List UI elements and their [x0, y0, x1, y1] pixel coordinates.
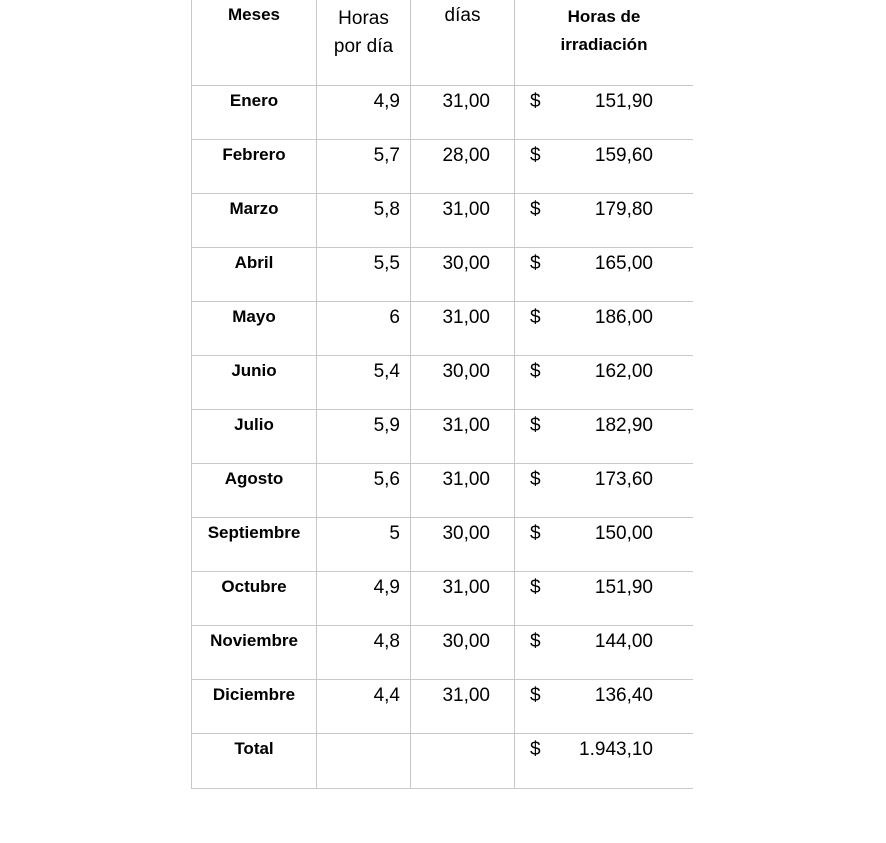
cell-irradiacion [515, 356, 693, 409]
cell-dias [411, 302, 515, 355]
table-row [192, 194, 693, 248]
cell-dias [411, 356, 515, 409]
days-value: 31,00 [442, 199, 490, 220]
table-row [192, 86, 693, 140]
month-label: Julio [234, 415, 274, 434]
cell-horas [317, 302, 411, 355]
month-label: Febrero [222, 145, 286, 164]
cell-irradiacion [515, 194, 693, 247]
cell-horas [317, 680, 411, 733]
cell-dias [411, 464, 515, 517]
irradiation-value: 136,40 [594, 685, 653, 706]
currency-symbol: $ [530, 631, 541, 652]
cell-mes [192, 680, 317, 733]
hours-per-day: 4,8 [373, 631, 400, 652]
cell-horas [317, 626, 411, 679]
irradiation-table [191, 0, 693, 789]
days-value: 30,00 [442, 523, 490, 544]
currency-symbol: $ [530, 415, 541, 436]
cell-mes [192, 464, 317, 517]
header-dias: días [444, 5, 481, 26]
cell-irradiacion [515, 518, 693, 571]
hours-per-day: 4,9 [373, 91, 400, 112]
cell-dias [411, 194, 515, 247]
irradiation-value: 186,00 [594, 307, 653, 328]
days-value: 30,00 [442, 361, 490, 382]
cell-dias [411, 680, 515, 733]
hours-per-day: 4,9 [373, 577, 400, 598]
cell-mes [192, 518, 317, 571]
month-label: Enero [229, 91, 279, 110]
cell-mes [192, 86, 317, 139]
hours-per-day: 5,8 [373, 199, 400, 220]
hours-per-day: 5,9 [373, 415, 400, 436]
month-label: Abril [234, 253, 274, 272]
cell-mes [192, 194, 317, 247]
table-row [192, 464, 693, 518]
currency-symbol: $ [530, 739, 541, 760]
currency-symbol: $ [530, 685, 541, 706]
cell-horas [317, 86, 411, 139]
table-row [192, 410, 693, 464]
cell-irradiacion [515, 86, 693, 139]
irradiation-value: 151,90 [594, 577, 653, 598]
month-label: Junio [231, 361, 277, 380]
header-irradiacion [515, 3, 693, 59]
cell-horas [317, 464, 411, 517]
cell-mes [192, 248, 317, 301]
total-irradiation-value: 1.943,10 [579, 739, 653, 760]
currency-symbol: $ [530, 469, 541, 490]
cell-total-dias [411, 734, 515, 789]
header-cell-horas [317, 0, 411, 85]
days-value: 31,00 [442, 685, 490, 706]
header-irr-line1: Horas de [567, 7, 641, 26]
hours-per-day: 4,4 [373, 685, 400, 706]
cell-horas [317, 140, 411, 193]
hours-per-day: 5,5 [373, 253, 400, 274]
hours-per-day: 5,4 [373, 361, 400, 382]
days-value: 31,00 [442, 307, 490, 328]
cell-irradiacion [515, 248, 693, 301]
header-cell-irradiacion [515, 0, 693, 85]
cell-total-horas [317, 734, 411, 789]
days-value: 31,00 [442, 415, 490, 436]
currency-symbol: $ [530, 253, 541, 274]
hours-per-day: 5,7 [373, 145, 400, 166]
irradiation-value: 173,60 [594, 469, 653, 490]
header-horas-line1: Horas [338, 8, 389, 29]
days-value: 31,00 [442, 577, 490, 598]
cell-horas [317, 518, 411, 571]
header-irr-line2: irradiación [560, 35, 648, 54]
table-row [192, 140, 693, 194]
cell-dias [411, 140, 515, 193]
days-value: 31,00 [442, 91, 490, 112]
table-row [192, 680, 693, 734]
irradiation-value: 182,90 [594, 415, 653, 436]
irradiation-value: 165,00 [594, 253, 653, 274]
cell-mes [192, 356, 317, 409]
irradiation-value: 159,60 [594, 145, 653, 166]
header-cell-dias [411, 0, 515, 85]
cell-horas [317, 572, 411, 625]
table-row [192, 518, 693, 572]
cell-dias [411, 626, 515, 679]
header-horas-line2: por día [333, 36, 394, 57]
cell-horas [317, 356, 411, 409]
currency-symbol: $ [530, 91, 541, 112]
cell-dias [411, 572, 515, 625]
cell-irradiacion [515, 410, 693, 463]
month-label: Septiembre [207, 523, 301, 542]
header-meses: Meses [228, 5, 280, 24]
cell-dias [411, 86, 515, 139]
month-label: Noviembre [210, 631, 298, 650]
cell-horas [317, 410, 411, 463]
cell-total-irradiacion [515, 734, 693, 789]
days-value: 28,00 [442, 145, 490, 166]
hours-per-day: 5 [389, 523, 400, 544]
table-row [192, 356, 693, 410]
irradiation-value: 151,90 [594, 91, 653, 112]
header-cell-meses [192, 0, 317, 85]
hours-per-day: 6 [389, 307, 400, 328]
cell-mes [192, 140, 317, 193]
currency-symbol: $ [530, 199, 541, 220]
total-label: Total [234, 739, 274, 758]
cell-dias [411, 248, 515, 301]
cell-dias [411, 410, 515, 463]
currency-symbol: $ [530, 307, 541, 328]
month-label: Octubre [221, 577, 287, 596]
table-header-row [192, 0, 693, 86]
cell-irradiacion [515, 572, 693, 625]
month-label: Agosto [224, 469, 284, 488]
table-row [192, 302, 693, 356]
currency-symbol: $ [530, 145, 541, 166]
cell-horas [317, 248, 411, 301]
header-horas [317, 5, 410, 61]
irradiation-value: 179,80 [594, 199, 653, 220]
cell-irradiacion [515, 302, 693, 355]
table-row [192, 626, 693, 680]
days-value: 30,00 [442, 631, 490, 652]
total-row [192, 734, 693, 789]
cell-total-label [192, 734, 317, 789]
irradiation-value: 150,00 [594, 523, 653, 544]
cell-mes [192, 302, 317, 355]
currency-symbol: $ [530, 577, 541, 598]
cell-irradiacion [515, 464, 693, 517]
currency-symbol: $ [530, 361, 541, 382]
cell-mes [192, 572, 317, 625]
table-row [192, 248, 693, 302]
cell-horas [317, 194, 411, 247]
days-value: 31,00 [442, 469, 490, 490]
irradiation-value: 162,00 [594, 361, 653, 382]
irradiation-value: 144,00 [594, 631, 653, 652]
hours-per-day: 5,6 [373, 469, 400, 490]
days-value: 30,00 [442, 253, 490, 274]
month-label: Mayo [232, 307, 276, 326]
cell-irradiacion [515, 680, 693, 733]
currency-symbol: $ [530, 523, 541, 544]
cell-dias [411, 518, 515, 571]
month-label: Diciembre [212, 685, 296, 704]
table-row [192, 572, 693, 626]
cell-mes [192, 626, 317, 679]
cell-mes [192, 410, 317, 463]
cell-irradiacion [515, 626, 693, 679]
month-label: Marzo [229, 199, 279, 218]
cell-irradiacion [515, 140, 693, 193]
